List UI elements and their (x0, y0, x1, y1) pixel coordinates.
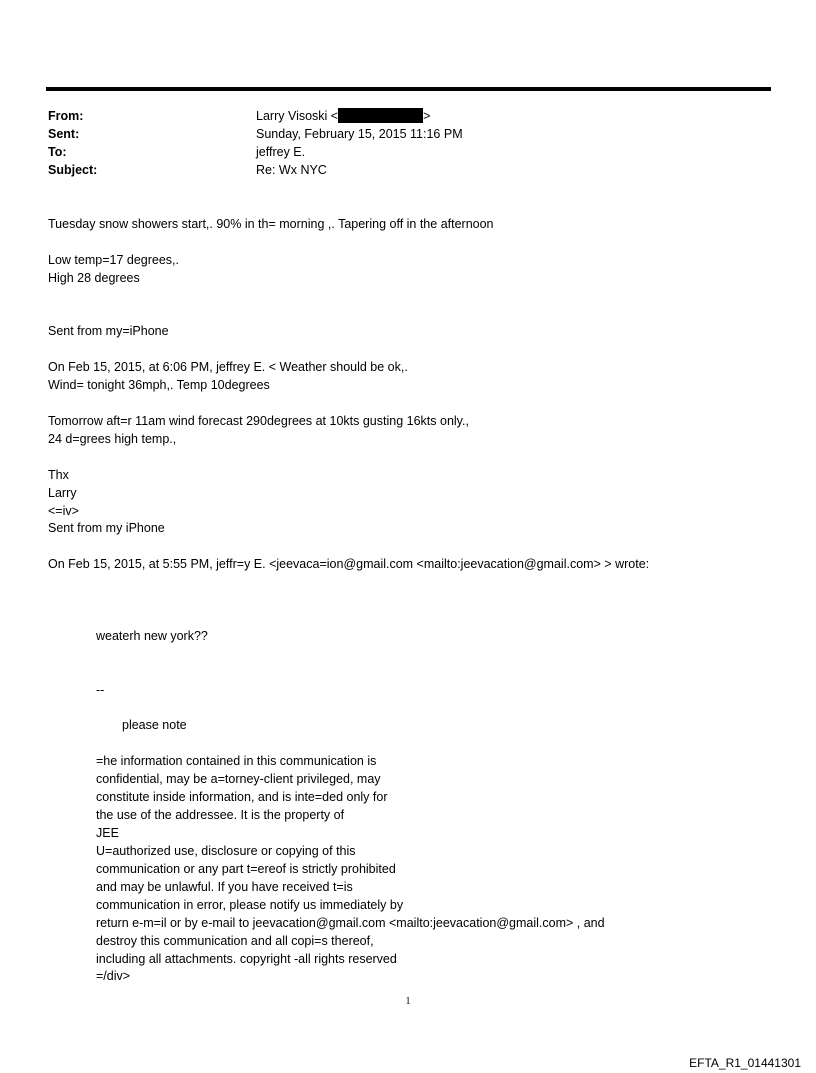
redaction-box (338, 108, 423, 123)
page-number: 1 (405, 996, 411, 1007)
body-line: Tuesday snow showers start,. 90% in th= morning ,. Tapering off in the afternoon (48, 217, 494, 231)
body-line: Thx (48, 468, 69, 482)
sent-value: Sunday, February 15, 2015 11:16 PM (256, 127, 463, 141)
disclaimer-line: and may be unlawful. If you have received t=is (96, 880, 353, 894)
disclaimer-line: =he information contained in this communication is (96, 754, 377, 768)
body-line: 24 d=grees high temp., (48, 432, 177, 446)
body-line: On Feb 15, 2015, at 5:55 PM, jeffr=y E. <jeevaca=ion@gmail.com <mailto:jeevacation@gmail.com> > wrote: (48, 557, 650, 571)
sent-label: Sent: (48, 127, 80, 141)
from-name: Larry Visoski < (256, 109, 339, 123)
to-value: jeffrey E. (256, 145, 306, 159)
to-label: To: (48, 145, 67, 159)
header-rule (46, 87, 771, 91)
disclaimer-line: U=authorized use, disclosure or copying of this (96, 844, 356, 858)
body-line: Sent from my iPhone (48, 521, 165, 535)
disclaimer-line: return e-m=il or by e-mail to jeevacation@gmail.com <mailto:jeevacation@gmail.com> , and (96, 916, 605, 930)
disclaimer-line: destroy this communication and all copi=s thereof, (96, 934, 374, 948)
body-line: Larry (48, 486, 77, 500)
body-line: <=iv> (48, 504, 79, 518)
disclaimer-line: confidential, may be a=torney-client privileged, may (96, 772, 381, 786)
from-value (256, 108, 430, 125)
body-line: Low temp=17 degrees,. (48, 253, 179, 267)
from-tail: > (423, 109, 431, 123)
quoted-line: please note (122, 718, 187, 732)
subject-label: Subject: (48, 163, 98, 177)
body-line: High 28 degrees (48, 271, 140, 285)
disclaimer-line: including all attachments. copyright -all rights reserved (96, 952, 397, 966)
body-line: Sent from my=iPhone (48, 324, 169, 338)
disclaimer-line: communication in error, please notify us immediately by (96, 898, 404, 912)
quoted-line: weaterh new york?? (96, 629, 208, 643)
body-line: Wind= tonight 36mph,. Temp 10degrees (48, 378, 270, 392)
bates-number: EFTA_R1_01441301 (689, 1056, 801, 1070)
disclaimer-line: =/div> (96, 969, 131, 983)
body-line: On Feb 15, 2015, at 6:06 PM, jeffrey E. < Weather should be ok,. (48, 360, 408, 374)
disclaimer-line: constitute inside information, and is inte=ded only for (96, 790, 388, 804)
disclaimer-line: the use of the addressee. It is the property of (96, 808, 345, 822)
quoted-line: -- (96, 683, 105, 697)
body-line: Tomorrow aft=r 11am wind forecast 290degrees at 10kts gusting 16kts only., (48, 414, 469, 428)
from-label: From: (48, 109, 84, 123)
disclaimer-line: communication or any part t=ereof is strictly prohibited (96, 862, 396, 876)
subject-value: Re: Wx NYC (256, 163, 327, 177)
disclaimer-line: JEE (96, 826, 119, 840)
